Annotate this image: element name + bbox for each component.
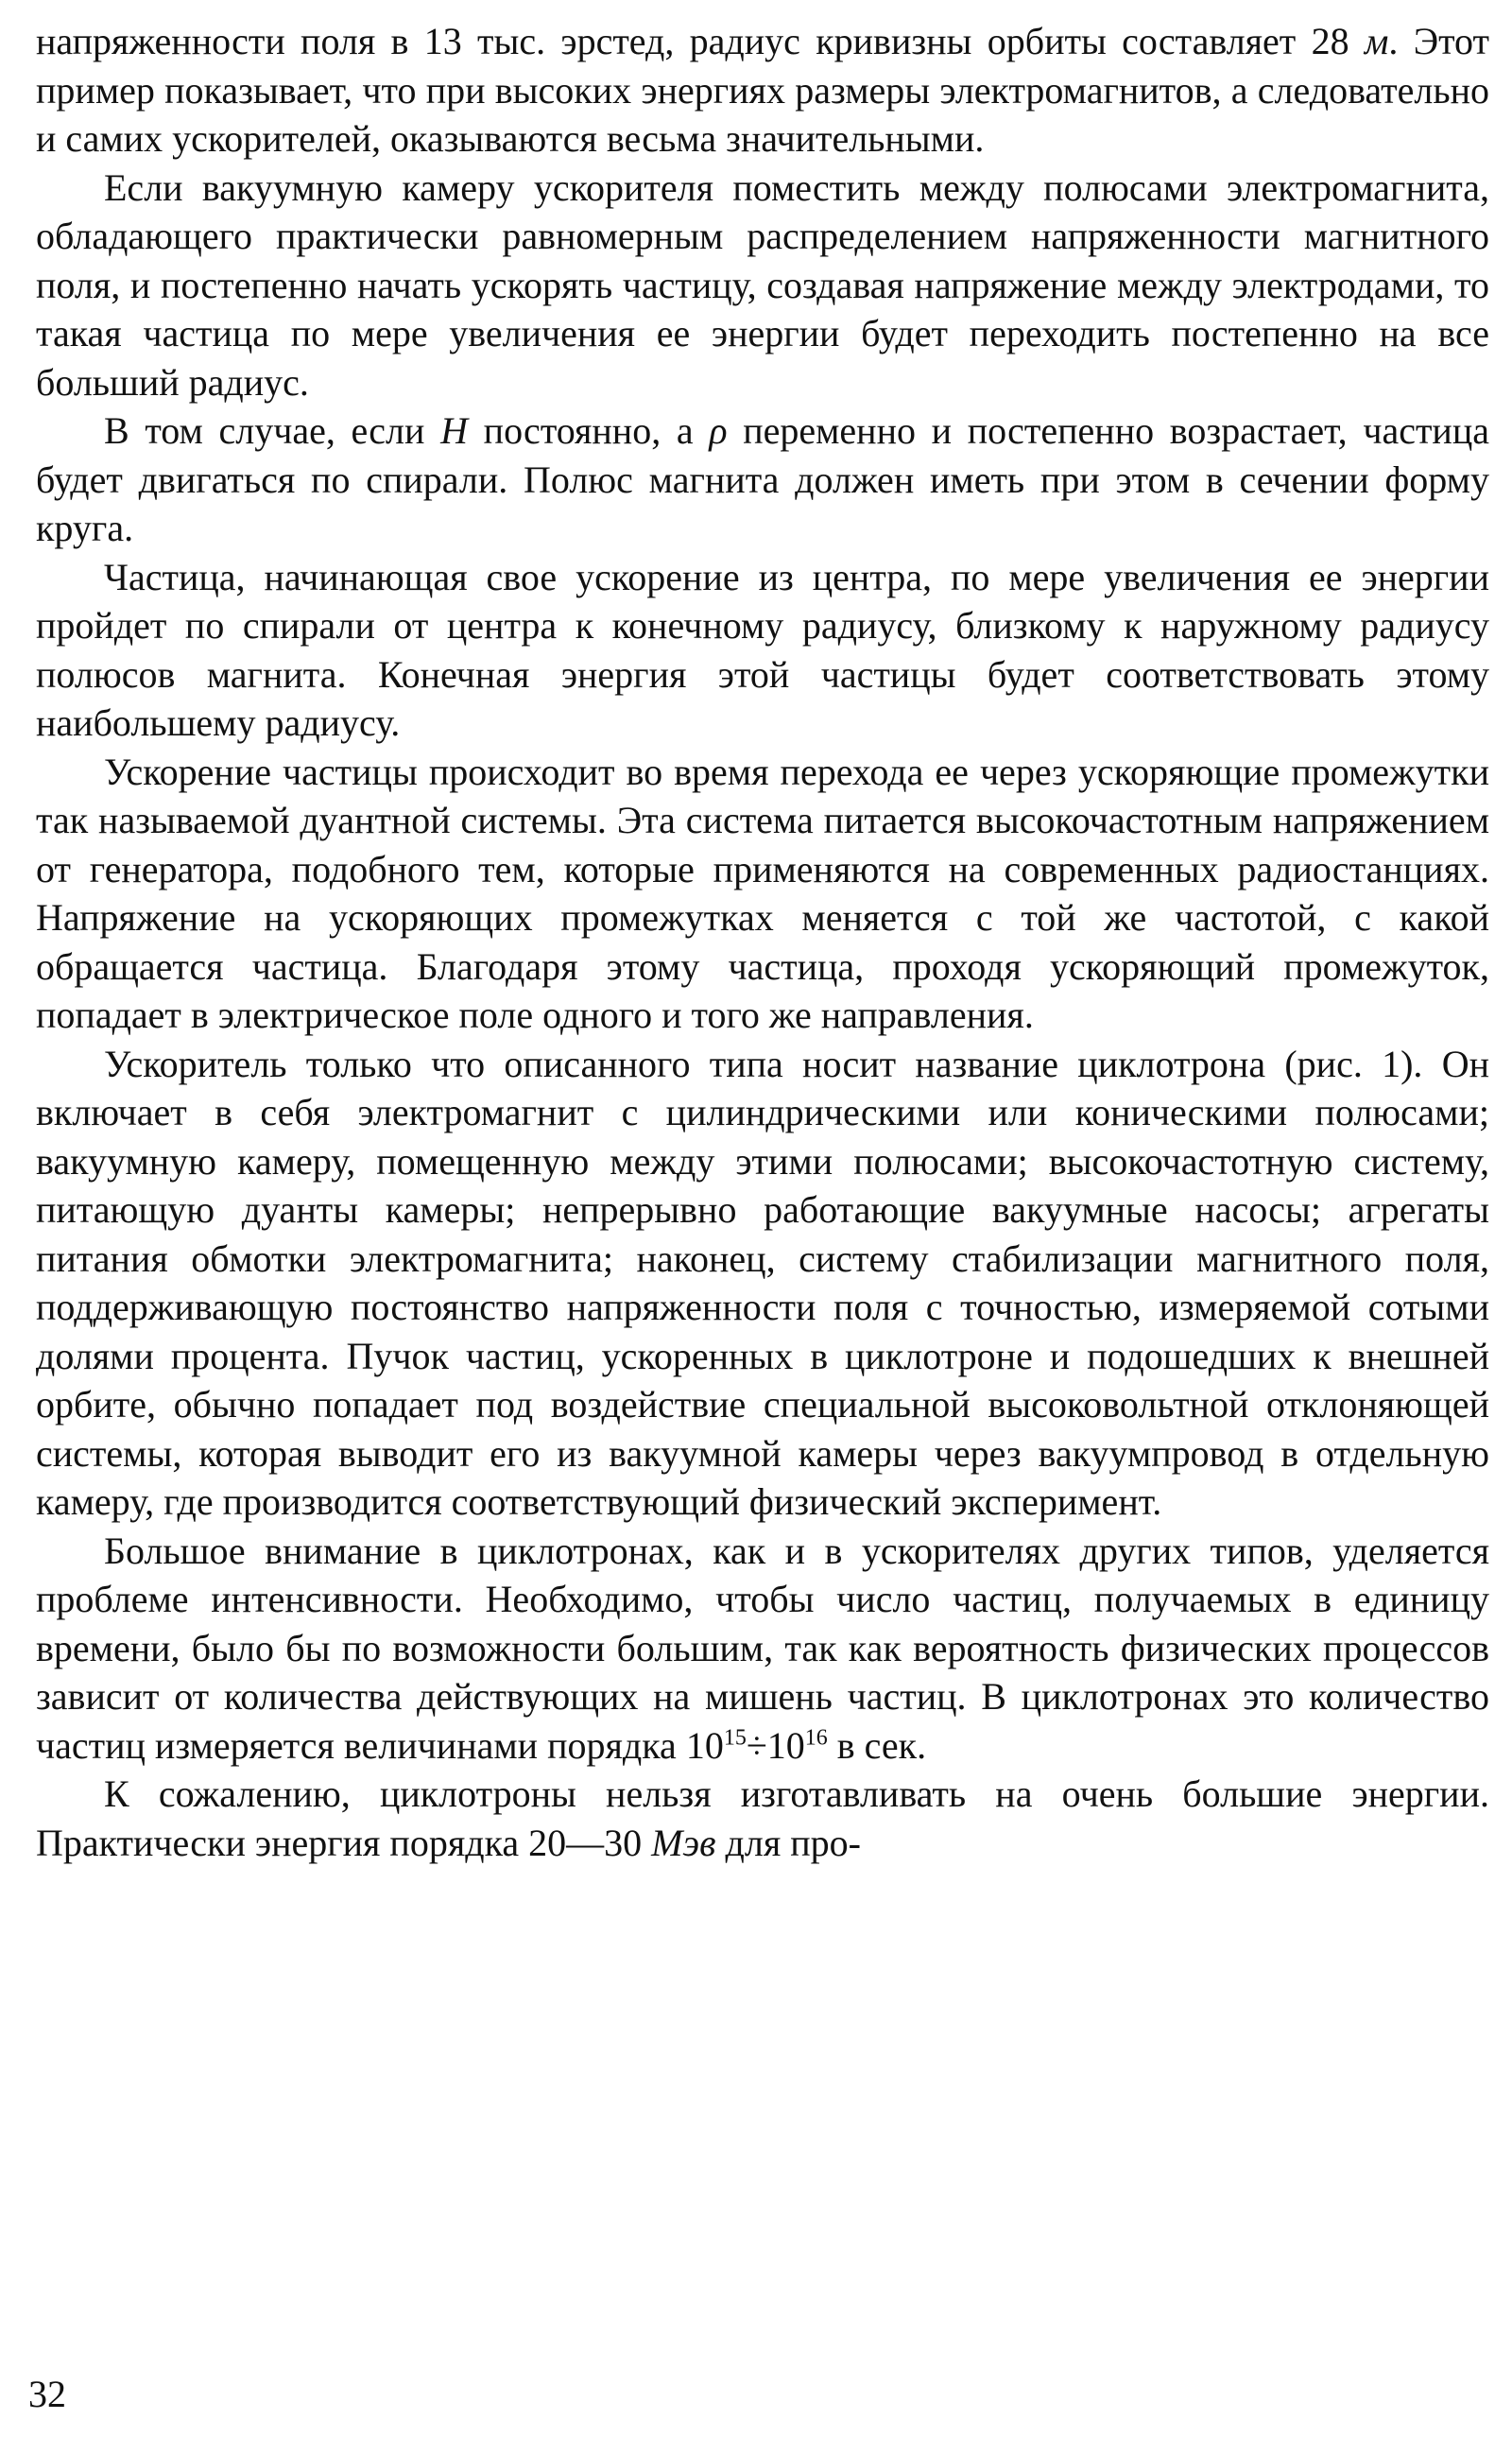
text-run: В том случае, если [104, 409, 441, 452]
text-run: напряженности поля в 13 тыс. эрстед, радиус кривизны орбиты составляет 28 [36, 20, 1365, 62]
paragraph-4 [36, 748, 1489, 1040]
italic-term: H [440, 409, 468, 452]
paragraph-5 [36, 1040, 1489, 1527]
superscript-exponent: 15 [723, 1725, 747, 1751]
paragraph-2 [36, 406, 1489, 553]
paragraph-0 [36, 17, 1489, 164]
paragraph-1 [36, 164, 1489, 407]
text-run: К сожалению, циклотроны нельзя изготавливать на очень большие энергии. Практически энергия порядка 20—30 [36, 1772, 1489, 1864]
text-run: ÷10 [746, 1723, 805, 1767]
text-run: в сек. [827, 1723, 927, 1767]
text-run: Большое внимание в циклотронах, как и в ускорителях других типов, уделяется проблеме интенсивности. Необходимо, чтобы число частиц, получаемых в единицу времени, было бы по возможности большим, так как вероятность физических процессов зависит от количества действующих на мишень частиц. В циклотронах это количество частиц измеряется величинами порядка 10 [36, 1529, 1489, 1767]
paragraph-3 [36, 553, 1489, 748]
page-number: 32 [28, 2373, 66, 2415]
italic-term: ρ [709, 409, 728, 452]
text-run: Ускорение частицы происходит во время перехода ее через ускоряющие промежутки так называемой дуантной системы. Эта система питается высокочастотным напряжением от генератора, подобного тем, которые применяются на современных радиостанциях. Напряжение на ускоряющих промежутках меняется с той же частотой, с какой обращается частица. Благодаря этому частица, проходя ускоряющий промежуток, попадает в электрическое поле одного и того же направления. [36, 750, 1489, 1036]
document-page [36, 17, 1489, 1867]
text-run: Ускоритель только что описанного типа носит название циклотрона (рис. 1). Он включает в себя электромагнит с цилиндрическими или коническими полюсами; вакуумную камеру, помещенную между этими полюсами; высокочастотную систему, питающую дуанты камеры; непрерывно работающие вакуумные насосы; агрегаты питания обмотки электромагнита; наконец, систему стабилизации магнитного поля, поддерживающую постоянство напряженности поля с точностью, измеряемой сотыми долями процента. Пучок частиц, ускоренных в циклотроне и подошедших к внешней орбите, обычно попадает под воздействие специальной высоковольтной отклоняющей системы, которая выводит его из вакуумной камеры через вакуумпровод в отдельную камеру, где производится соответствующий физический эксперимент. [36, 1042, 1489, 1523]
text-run: . Этот пример показывает, что при высоких энергиях размеры электромагнитов, а следовательно и самих ускорителей, оказываются весьма значительными. [36, 20, 1490, 160]
italic-term: м [1364, 20, 1389, 62]
text-run: Если вакуумную камеру ускорителя поместить между полюсами электромагнита, обладающего практически равномерным распределением напряженности магнитного поля, и постепенно начать ускорять частицу, создавая напряжение между электродами, то такая частица по мере увеличения ее энергии будет переходить постепенно на все больший радиус. [36, 165, 1489, 404]
text-run: Частица, начинающая свое ускорение из центра, по мере увеличения ее энергии пройдет по спирали от центра к конечному радиусу, близкому к наружному радиусу полюсов магнита. Конечная энергия этой частицы будет соответствовать этому наибольшему радиусу. [36, 555, 1489, 744]
superscript-exponent: 16 [804, 1725, 828, 1751]
text-run: переменно и постепенно возрастает, частица будет двигаться по спирали. Полюс магнита должен иметь при этом в сечении форму круга. [36, 409, 1490, 549]
text-run: постоянно, а [467, 409, 710, 452]
paragraph-6 [36, 1527, 1489, 1771]
paragraph-7 [36, 1770, 1489, 1867]
italic-term: Мэв [651, 1821, 716, 1864]
text-run: для про- [715, 1821, 861, 1864]
